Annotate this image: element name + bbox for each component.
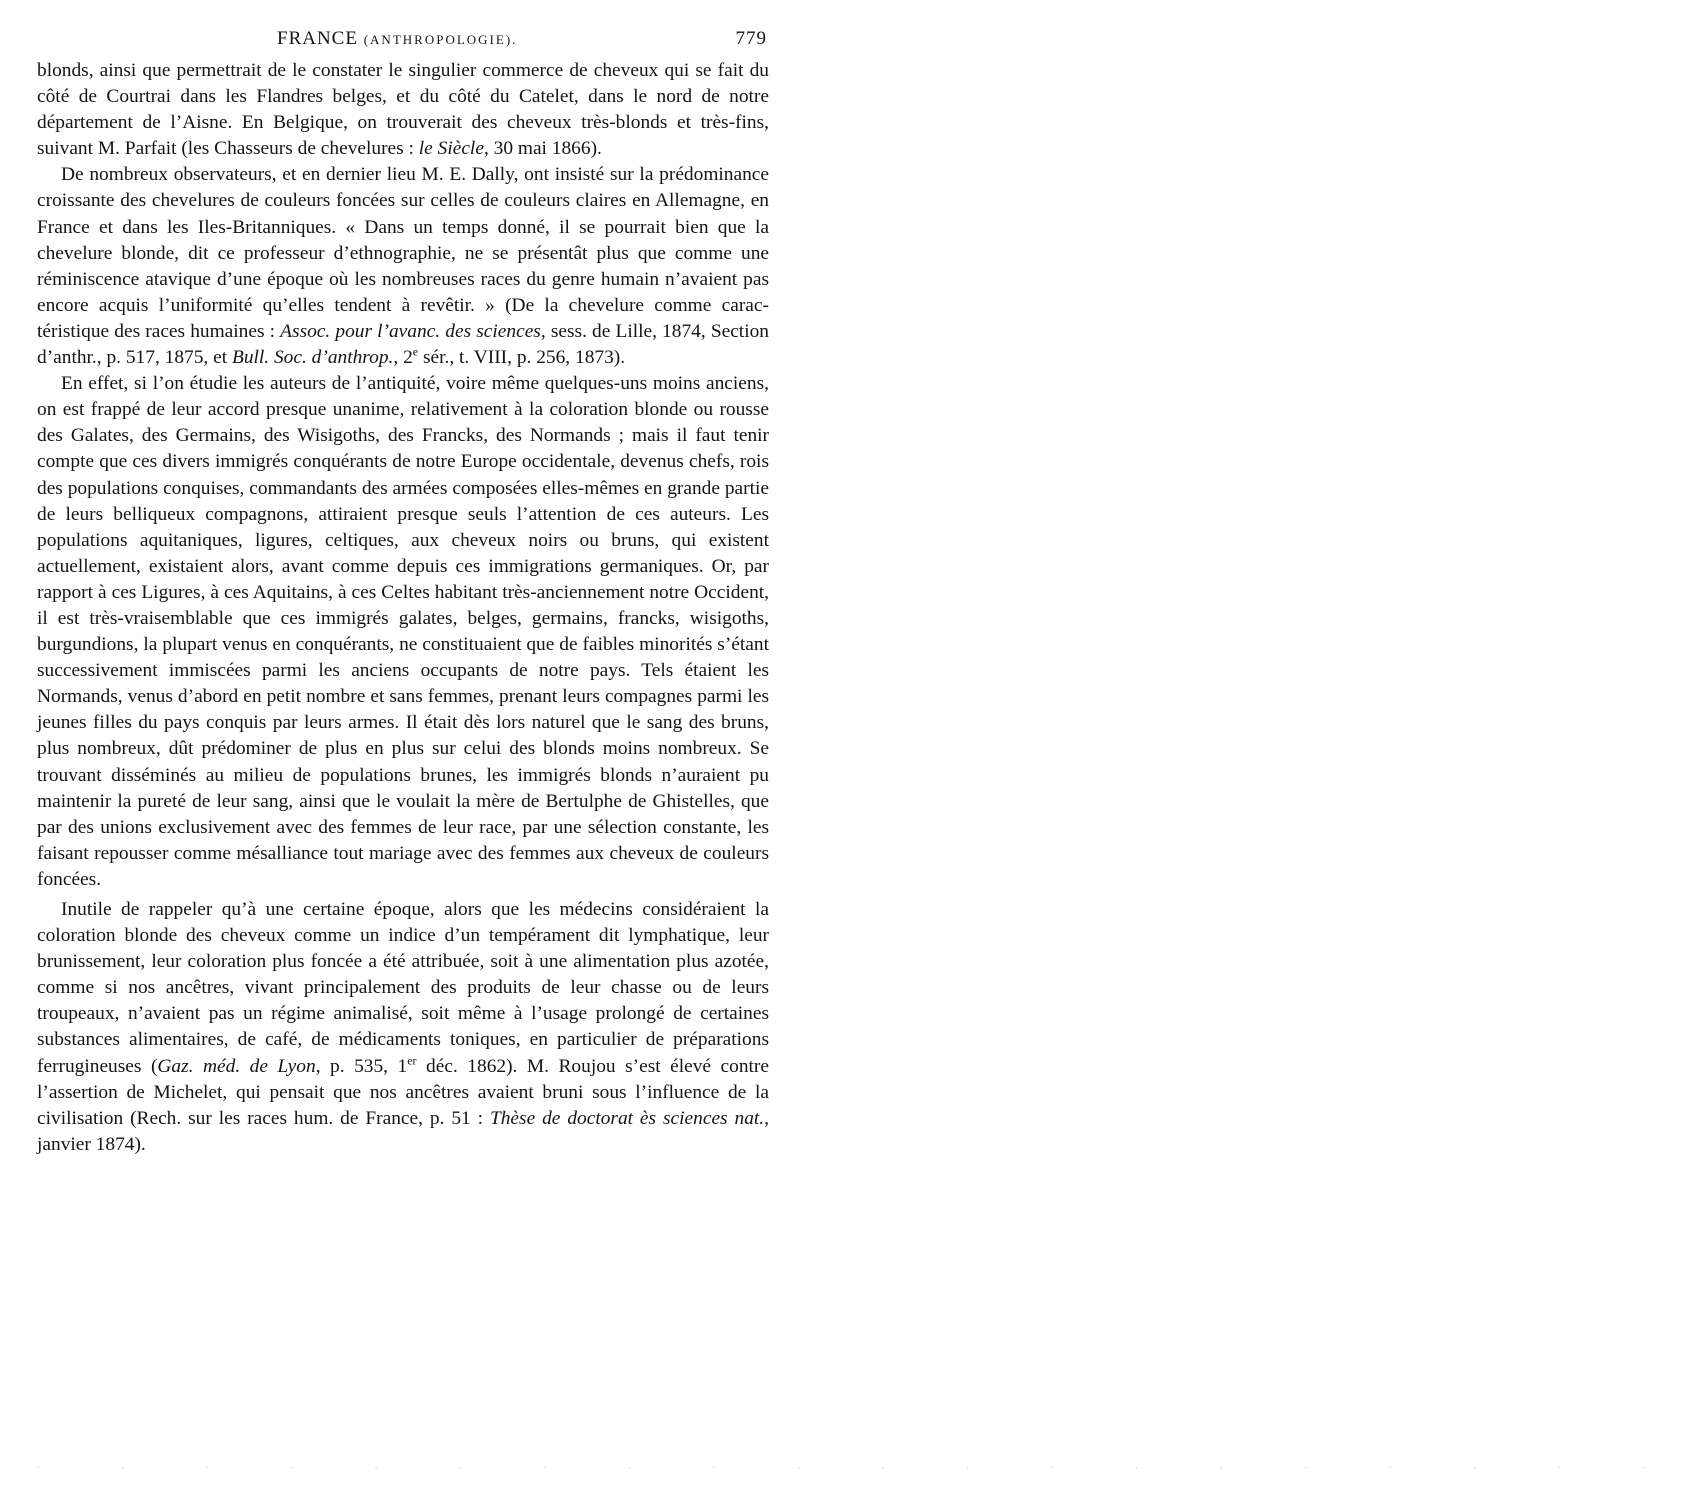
text-run: Inutile de rappeler qu’à une certaine époque, alors que les médecins considéraient la coloration blonde des cheveux comme un indice d’un tempérament dit lymphatique, leur brunissement, leur coloration plus foncée a été attribuée, soit à une alimentation plus azotée, comme si nos ancêtres, vivant principalement des produits de leur chasse ou de leurs troupeaux, n’avaient pas un régime animalisé, soit même à l’usage prolongé de certaines substances alimentaires, de café, de médicaments toniques, en particulier de préparations ferrugineuses ( xyxy=(37,899,769,1077)
text-run: déc. 1862). M. Roujou s’est élevé contre l’assertion de Michelet, qui pensait que nos ancêtres avaient bruni sous l’influence de la civilisation (Rech. sur les races hum. de France, p. 51 : xyxy=(37,1055,769,1129)
book-page xyxy=(37,28,769,1158)
text-run: , janvier 1874). xyxy=(37,1107,769,1155)
paragraph xyxy=(37,58,769,162)
italic-citation: Assoc. pour l’avanc. des sciences xyxy=(280,320,541,342)
italic-citation: Bull. Soc. d’anthrop. xyxy=(231,347,394,369)
italic-citation: Thèse de doctorat ès sciences nat. xyxy=(489,1107,765,1129)
italic-citation: Gaz. méd. de Lyon xyxy=(157,1055,316,1077)
running-title xyxy=(277,28,517,50)
running-title-main: FRANCE xyxy=(277,28,358,49)
paragraph xyxy=(37,371,769,893)
text-run: , p. 535, 1 xyxy=(315,1055,408,1077)
italic-citation: le Siècle xyxy=(418,138,484,160)
superscript: er xyxy=(407,1053,417,1068)
body-text xyxy=(37,58,769,1158)
text-run: blonds, ainsi que permettrait de le constater le singulier commerce de cheveux qui se fait du côté de Courtrai dans les Flandres belges, et du côté du Catelet, dans le nord de notre département de l’Aisne. En Belgique, on trouverait des cheveux très-blonds et très-fins, suivant M. Parfait (les Chasseurs de chevelures : xyxy=(37,60,769,160)
running-title-subject: (ANTHROPOLOGIE). xyxy=(363,32,518,47)
text-run: , sess. de Lille, 1874, Section d’anthr., p. 517, 1875, et xyxy=(37,320,769,369)
text-run: , 30 mai 1866). xyxy=(483,138,602,160)
page-number: 779 xyxy=(735,28,767,49)
text-run: , 2 xyxy=(393,347,413,369)
text-run: sér., t. VIII, p. 256, 1873). xyxy=(418,347,626,369)
paragraph xyxy=(37,897,769,1158)
text-run: En effet, si l’on étudie les auteurs de l’antiquité, voire même quelques-uns moins anciens, on est frappé de leur accord presque unanime, relativement à la coloration blonde ou rousse des Galates, des Germains, des Wisigoths, des Francks, des Normands ; mais il faut tenir compte que ces divers immigrés conquérants de notre Europe occidentale, devenus chefs, rois des populations conquises, commandants des armées composées elles-mêmes en grande partie de leurs belliqueux compagnons, attiraient presque seuls l’attention de ces auteurs. Les populations aquitaniques, ligures, celtiques, aux cheveux noirs ou bruns, qui existent actuellement, existaient alors, avant comme depuis ces immigrations germaniques. Or, par rapport à ces Ligures, à ces Aquitains, à ces Celtes habitant très-anciennement notre Occident, il est très-vraisemblable que ces immigrés galates, belges, germains, francks, wisigoths, burgundions, la plupart venus en conquérants, ne constituaient que de faibles minorités s’étant successivement immiscées parmi les anciens occupants de notre pays. Tels étaient les Normands, venus d’abord en petit nombre et sans femmes, prenant leurs compagnes parmi les jeunes filles du pays conquis par leurs armes. Il était dès lors naturel que le sang des bruns, plus nombreux, dût prédominer de plus en plus sur celui des blonds moins nombreux. Se trouvant disséminés au milieu de populations brunes, les immigrés blonds n’auraient pu maintenir la pureté de leur sang, ainsi que le voulait la mère de Bertulphe de Ghistelles, que par des unions exclusivement avec des femmes de leur race, par une sélection constante, les faisant repousser comme mésalliance tout mariage avec des femmes aux cheveux de couleurs foncées. xyxy=(37,373,769,890)
paragraph xyxy=(37,162,769,371)
bottom-bleed-through: . . . . . . . . . . . . . . . . . . . . xyxy=(37,1460,1685,1470)
superscript: e xyxy=(412,344,419,359)
text-run: De nombreux observateurs, et en dernier lieu M. E. Dally, ont insisté sur la prédominance croissante des chevelures de couleurs foncées sur celles de couleurs claires en Allemagne, en France et dans les Iles-Britanniques. « Dans un temps donné, il se pourrait bien que la chevelure blonde, dit ce professeur d’ethnographie, ne se présentât plus que comme une réminiscence atavique d’une époque où les nombreuses races du genre humain n’avaient pas encore acquis l’uniformité qu’elles tendent à revêtir. » (De la chevelure comme caractéristique des races humaines : xyxy=(37,164,769,342)
running-head xyxy=(37,28,769,58)
